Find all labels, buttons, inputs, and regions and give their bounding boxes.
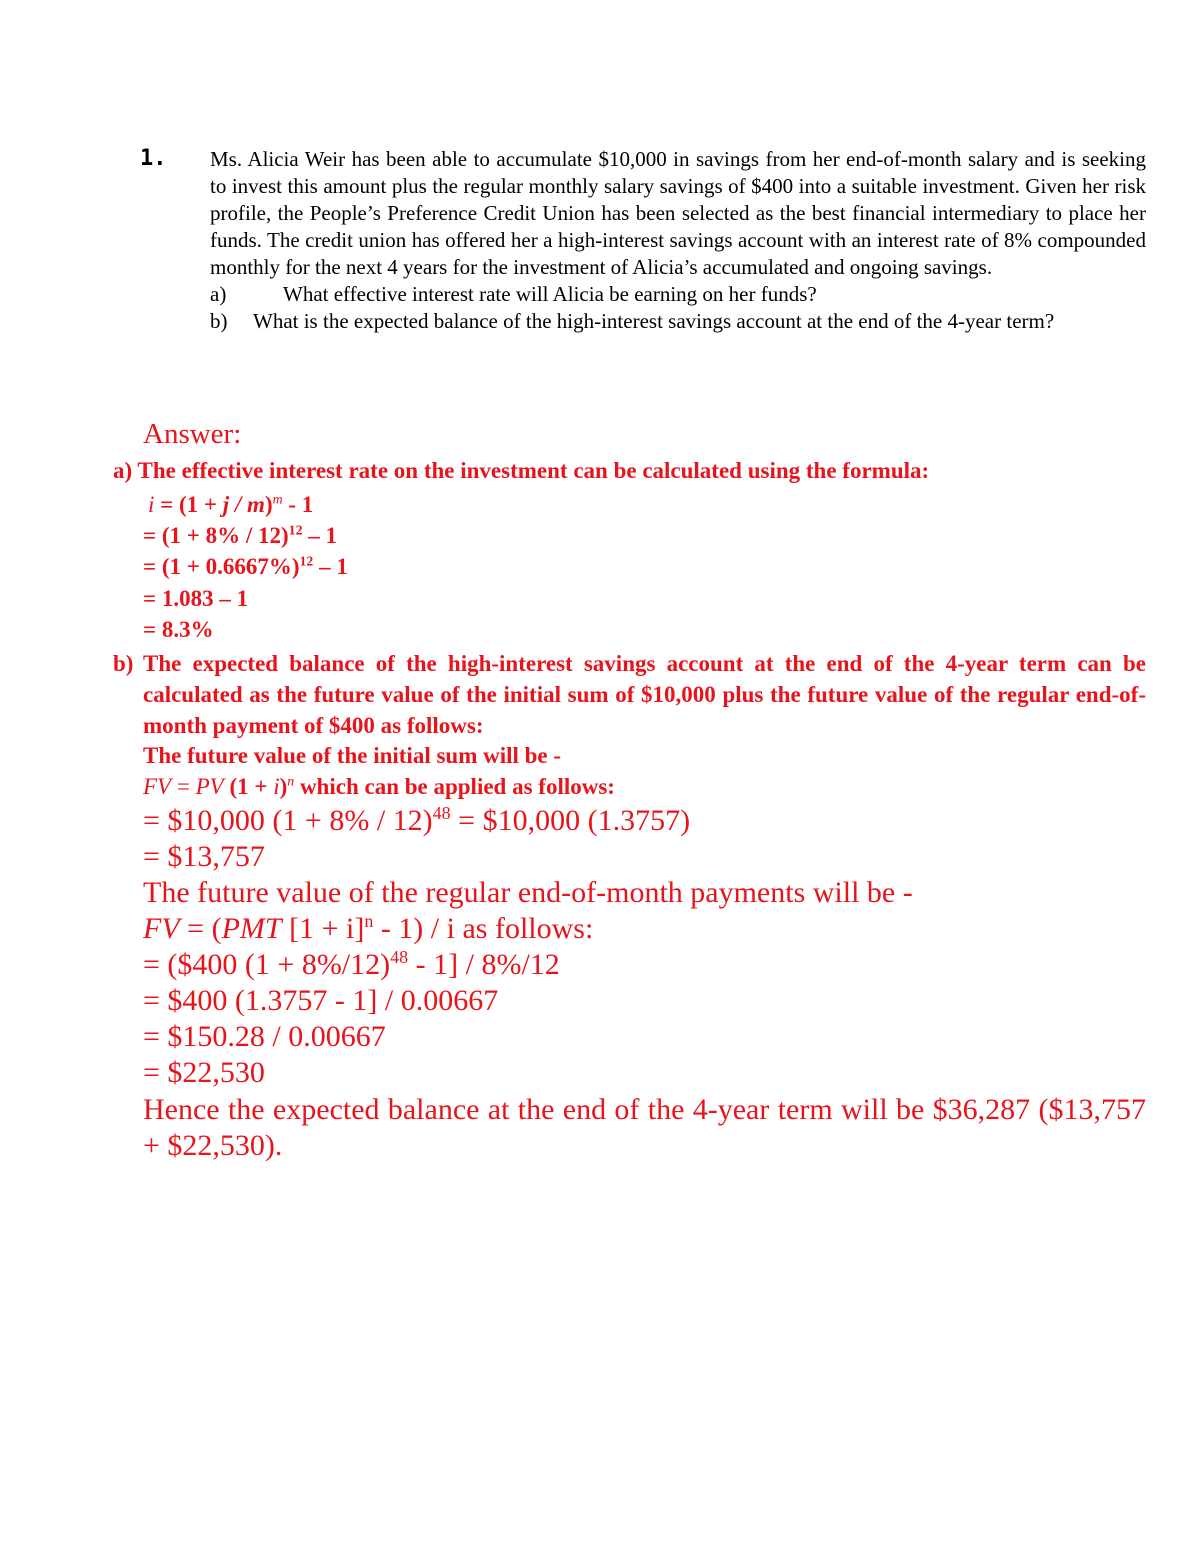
formula-exponent: m	[272, 491, 283, 507]
fv-tail: which can be applied as follows:	[294, 774, 615, 799]
answer-b-label: b)	[113, 651, 134, 676]
fv-exponent: n	[287, 773, 295, 789]
answer-a-intro-text: The effective interest rate on the investment can be calculated using the formula:	[137, 458, 930, 483]
step-sup: 12	[299, 553, 314, 569]
part-a-label: a)	[210, 282, 227, 306]
answer-a-label: a)	[113, 458, 133, 483]
question-number: 1.	[140, 146, 167, 171]
question-part-b	[210, 308, 1146, 335]
answer-b-payments-heading: The future value of the regular end-of-month payments will be -	[143, 876, 913, 909]
answer-a-formula	[148, 492, 313, 518]
answer-b-intro-text: The expected balance of the high-interest savings account at the end of the 4-year term can be calculated as the future value of the initial sum of $10,000 plus the future value of the regular end-of-month payment of $400 as follows:	[143, 651, 1146, 738]
answer-b-pmt-formula	[143, 912, 593, 946]
formula-close: )	[264, 492, 273, 517]
step-sup: 48	[390, 947, 409, 967]
answer-b-payment-step	[143, 984, 498, 1018]
step-sup: 12	[288, 522, 303, 538]
pv-symbol: PV	[195, 774, 224, 799]
formula-jm: j / m	[222, 492, 265, 517]
question-body	[210, 146, 1146, 335]
pmt-mid: [1 + i]	[281, 912, 365, 945]
part-a-text: What effective interest rate will Alicia be earning on her funds?	[283, 282, 817, 306]
answer-b-intro	[113, 648, 1146, 741]
question-text: Ms. Alicia Weir has been able to accumulate $10,000 in savings from her end-of-month salary and is seeking to invest this amount plus the regular monthly salary savings of $400 into a suitable investment. Given her risk profile, the People’s Preference Credit Union has been selected as the best financial intermediary to place her funds. The credit union has offered her a high-interest savings account with an interest rate of 8% compounded monthly for the next 4 years for the investment of Alicia’s accumulated and ongoing savings.	[210, 147, 1146, 279]
answer-b-initial-step	[143, 804, 690, 838]
answer-a-intro	[113, 458, 929, 484]
answer-conclusion: Hence the expected balance at the end of the 4-year term will be $36,287 ($13,757 + $22,530).	[143, 1093, 1146, 1162]
formula-i: i	[148, 492, 155, 517]
fv-eq: =	[171, 774, 196, 799]
part-b-text: What is the expected balance of the high-interest savings account at the end of the 4-year term?	[253, 309, 1055, 333]
answer-a-step	[143, 586, 248, 612]
step-pre: = $150.28 / 0.00667	[143, 1020, 386, 1053]
fv-i: i	[273, 774, 280, 799]
answer-b-payment-step	[143, 948, 560, 982]
step-pre: = $10,000 (1 + 8% / 12)	[143, 804, 433, 837]
step-post: - 1] / 8%/12	[408, 948, 560, 981]
answer-a-step	[143, 523, 337, 549]
step-post: – 1	[302, 523, 337, 548]
pmt-exponent: n	[364, 911, 374, 931]
answer-b-initial-heading: The future value of the initial sum will be -	[143, 743, 562, 768]
step-pre: = (1 + 8% / 12)	[143, 523, 289, 548]
step-post: – 1	[313, 554, 348, 579]
fv-close: )	[279, 774, 288, 799]
step-post: = $10,000 (1.3757)	[450, 804, 691, 837]
step-pre: = $400 (1.3757 - 1] / 0.00667	[143, 984, 499, 1017]
formula-tail: - 1	[282, 492, 314, 517]
answer-b-payment-step	[143, 1056, 265, 1090]
step-sup: 48	[432, 803, 451, 823]
formula-eq-open: = (1 +	[154, 492, 223, 517]
step-pre: = (1 + 0.6667%)	[143, 554, 300, 579]
pmt-tail: - 1) / i as follows:	[373, 912, 594, 945]
pmt-symbol: PMT	[221, 912, 282, 945]
step-pre: = ($400 (1 + 8%/12)	[143, 948, 391, 981]
answer-a-step	[143, 554, 348, 580]
step-pre: = $22,530	[143, 1056, 265, 1089]
answer-b-initial-step	[143, 840, 265, 874]
answer-b-fv-formula	[143, 774, 615, 800]
answer-a-step	[143, 617, 214, 643]
step-pre: = 1.083 – 1	[143, 586, 249, 611]
step-pre: = $13,757	[143, 840, 265, 873]
fv-mid: (1 +	[223, 774, 274, 799]
pmt-fv-symbol: FV	[143, 912, 180, 945]
part-b-label: b)	[210, 309, 228, 333]
step-pre: = 8.3%	[143, 617, 214, 642]
fv-symbol: FV	[143, 774, 172, 799]
pmt-eq: = (	[179, 912, 222, 945]
question-part-a	[210, 281, 1146, 308]
answer-heading: Answer:	[143, 418, 242, 450]
answer-b-payment-step	[143, 1020, 386, 1054]
